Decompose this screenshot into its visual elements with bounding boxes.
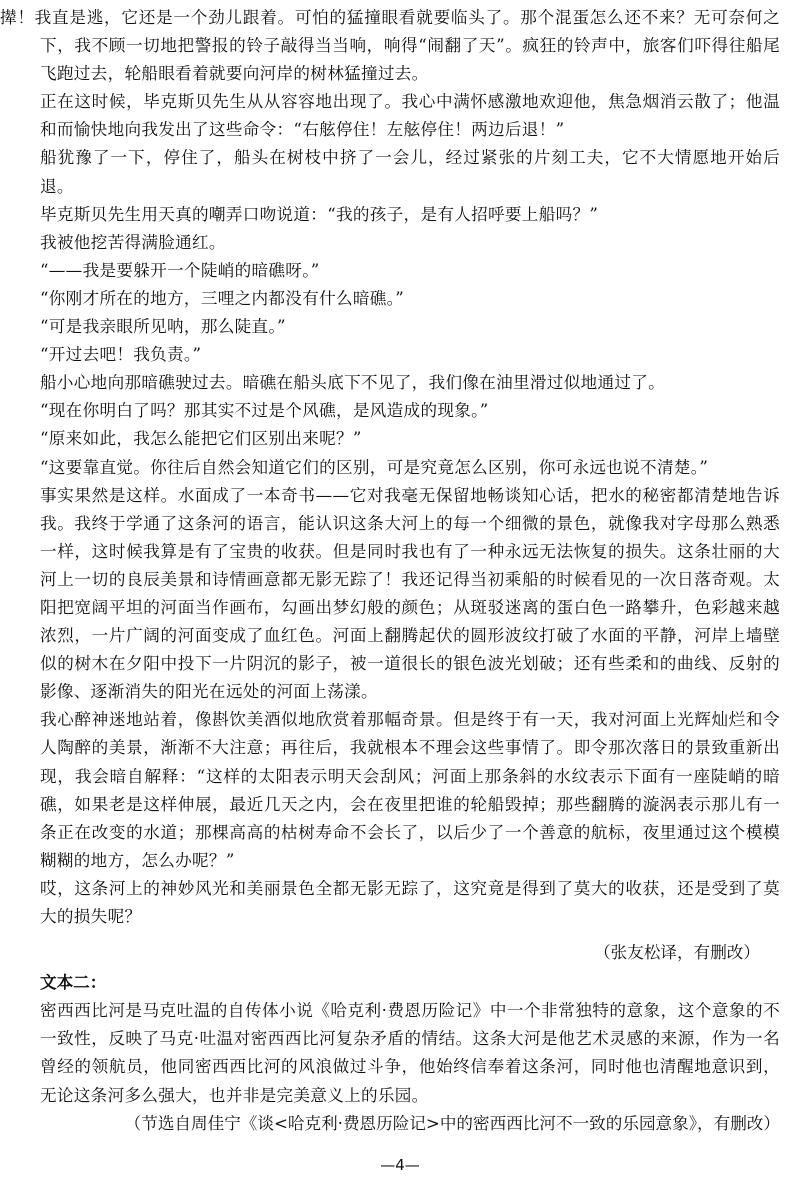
source-citation: （节选自周佳宁《谈<哈克利·费恩历险记>中的密西西比河不一致的乐园意象》，有删改） xyxy=(124,1113,780,1133)
paragraph: “原来如此，我怎么能把它们区别出来呢？” xyxy=(40,429,362,449)
section-heading: 文本二： xyxy=(40,973,107,993)
page-number: —4— xyxy=(380,1156,420,1174)
paragraph: 事实果然是这样。水面成了一本奇书——它对我毫无保留地畅谈知心话，把水的秘密都清楚地告诉我。我终于学通了这条河的语言，能认识这条大河上的每一个细微的景色，就像我对字母那么熟悉一样，这时候我算是有了宝贵的收获。但是同时我也有了一种永远无法恢复的损失。这条壮丽的大河上一切的良辰美景和诗情画意都无影无踪了！我还记得当初乘船的时候看见的一次日落奇观。太阳把宽阔平坦的河面当作画布，勾画出梦幻般的颜色；从斑驳迷离的蛋白色一路攀升，色彩越来越浓烈，一片广阔的河面变成了血红色。河面上翻腾起伏的圆形波纹打破了水面的平静，河岸上墙壁似的树木在夕阳中投下一片阴沉的影子，被一道很长的银色波光划破；还有些柔和的曲线、反射的影像、逐渐消失的阳光在远处的河面上荡漾。 xyxy=(40,485,780,702)
paragraph: 哎，这条河上的神妙风光和美丽景色全都无影无踪了，这究竟是得到了莫大的收获，还是受到了莫大的损失呢？ xyxy=(40,878,780,926)
paragraph: 船小心地向那暗礁驶过去。暗礁在船头底下不见了，我们像在油里滑过似地通过了。 xyxy=(40,373,666,393)
paragraph: 撵！我直是逃，它还是一个劲儿跟着。可怕的猛撞眼看就要临头了。那个混蛋怎么还不来？无可奈何之下，我不顾一切地把警报的铃子敲得当当响，响得“闹翻了天”。疯狂的铃声中，旅客们吓得往船尾飞跑过去，轮船眼看着就要向河岸的树林猛撞过去。 xyxy=(0,8,780,84)
paragraph: “——我是要躲开一个陡峭的暗礁呀。” xyxy=(40,260,320,280)
paragraph: “你刚才所在的地方，三哩之内都没有什么暗礁。” xyxy=(40,288,405,308)
paragraph: 船犹豫了一下，停住了，船头在树枝中挤了一会儿，经过紧张的片刻工夫，它不大情愿地开始后退。 xyxy=(40,148,780,196)
paragraph: 密西西比河是马克吐温的自传体小说《哈克利·费恩历险记》中一个非常独特的意象，这个意象的不一致性，反映了马克·吐温对密西西比河复杂矛盾的情结。这条大河是他艺术灵感的来源，作为一名曾经的领航员，他同密西西比河的风浪做过斗争，他始终信奉着这条河，同时他也清醒地意识到，无论这条河多么强大，也并非是完美意义上的乐园。 xyxy=(40,1001,780,1105)
paragraph: 毕克斯贝先生用天真的嘲弄口吻说道：“我的孩子，是有人招呼要上船吗？” xyxy=(40,204,599,224)
paragraph: 我心醉神迷地站着，像斟饮美酒似地欣赏着那幅奇景。但是终于有一天，我对河面上光辉灿烂和令人陶醉的美景，渐渐不大注意；再往后，我就根本不理会这些事情了。即令那次落日的景致重新出现，我会暗自解释：“这样的太阳表示明天会刮风；河面上那条斜的水纹表示下面有一座陡峭的暗礁，如果老是这样伸展，最近几天之内，会在夜里把谁的轮船毁掉；那些翻腾的漩涡表示那儿有一条正在改变的水道；那棵高高的枯树寿命不会长了，以后少了一个善意的航标，夜里通过这个模模糊糊的地方，怎么办呢？” xyxy=(40,710,780,870)
paragraph: 正在这时候，毕克斯贝先生从从容容地出现了。我心中满怀感激地欢迎他，焦急烟消云散了；他温和而愉快地向我发出了这些命令：“右舷停住！左舷停住！两边后退！” xyxy=(40,92,780,140)
text-two xyxy=(0,969,800,1138)
paragraph: “可是我亲眼所见呐，那么陡直。” xyxy=(40,317,286,337)
translator-note: （张友松译，有删改） xyxy=(594,943,760,963)
paragraph: “这要靠直觉。你往后自然会知道它们的区别，可是究竟怎么区别，你可永远也说不清楚。” xyxy=(40,457,709,477)
paragraph: “开过去吧！我负责。” xyxy=(40,345,202,365)
paragraph: 我被他挖苦得满脸通红。 xyxy=(40,232,226,252)
paragraph: “现在你明白了吗？那其实不过是个风礁，是风造成的现象。” xyxy=(40,401,489,421)
